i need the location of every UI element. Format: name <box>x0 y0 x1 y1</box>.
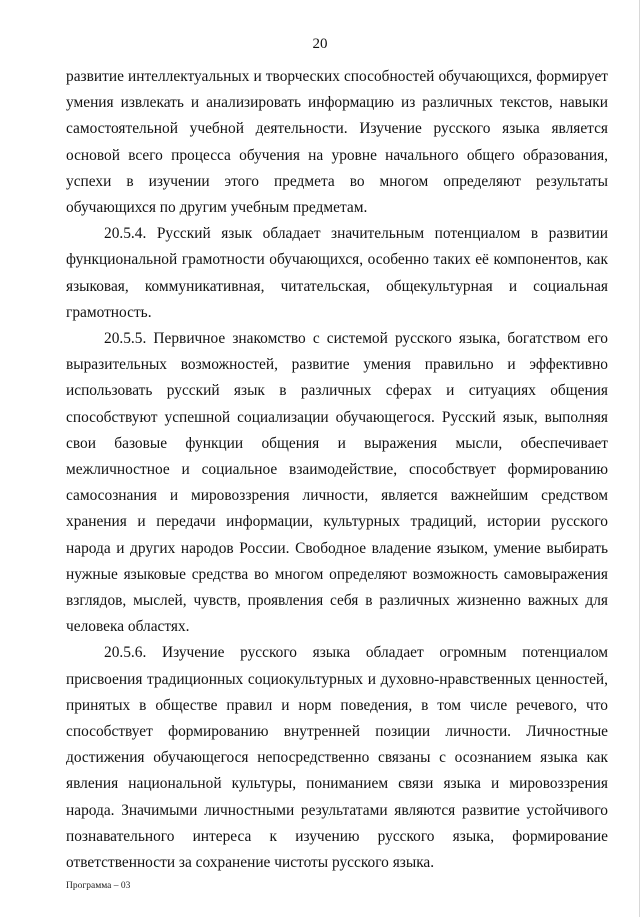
page-number: 20 <box>312 36 328 52</box>
paragraph-20-5-4: 20.5.4. Русский язык обладает значительным потенциалом в развитии функциональной грамотности обучающихся, особенно таких её компонентов, как языковая, коммуникативная, читательская, общекультурная и социальная грамотность. <box>66 225 608 321</box>
body-text <box>66 64 608 876</box>
paragraph-continuation: развитие интеллектуальных и творческих способностей обучающихся, формирует умения извлекать и анализировать информацию из различных текстов, навыки самостоятельной учебной деятельности. Изучение русского языка является основой всего процесса обучения на уровне начального общего образования, успехи в изучении этого предмета во многом определяют результаты обучающихся по другим учебным предметам. <box>66 68 608 217</box>
footer-label: Программа – 03 <box>66 881 131 891</box>
paragraph-20-5-5: 20.5.5. Первичное знакомство с системой русского языка, богатством его выразительных возможностей, развитие умения правильно и эффективно использовать русский язык в различных сферах и ситуациях общения способствуют успешной социализации обучающегося. Русский язык, выполняя свои базовые функции общения и выражения мысли, обеспечивает межличностное и социальное взаимодействие, способствует формированию самосознания и мировоззрения личности, является важнейшим средством хранения и передачи информации, культурных традиций, истории русского народа и других народов России. Свободное владение языком, умение выбирать нужные языковые средства во многом определяют возможность самовыражения взглядов, мыслей, чувств, проявления себя в различных жизненно важных для человека областях. <box>66 330 608 636</box>
paragraph-20-5-6: 20.5.6. Изучение русского языка обладает огромным потенциалом присвоения традиционных социокультурных и духовно-нравственных ценностей, принятых в обществе правил и норм поведения, в том числе речевого, что способствует формированию внутренней позиции личности. Личностные достижения обучающегося непосредственно связаны с осознанием языка как явления национальной культуры, пониманием связи языка и мировоззрения народа. Значимыми личностными результатами являются развитие устойчивого познавательного интереса к изучению русского языка, формирование ответственности за сохранение чистоты русского языка. <box>66 644 608 872</box>
